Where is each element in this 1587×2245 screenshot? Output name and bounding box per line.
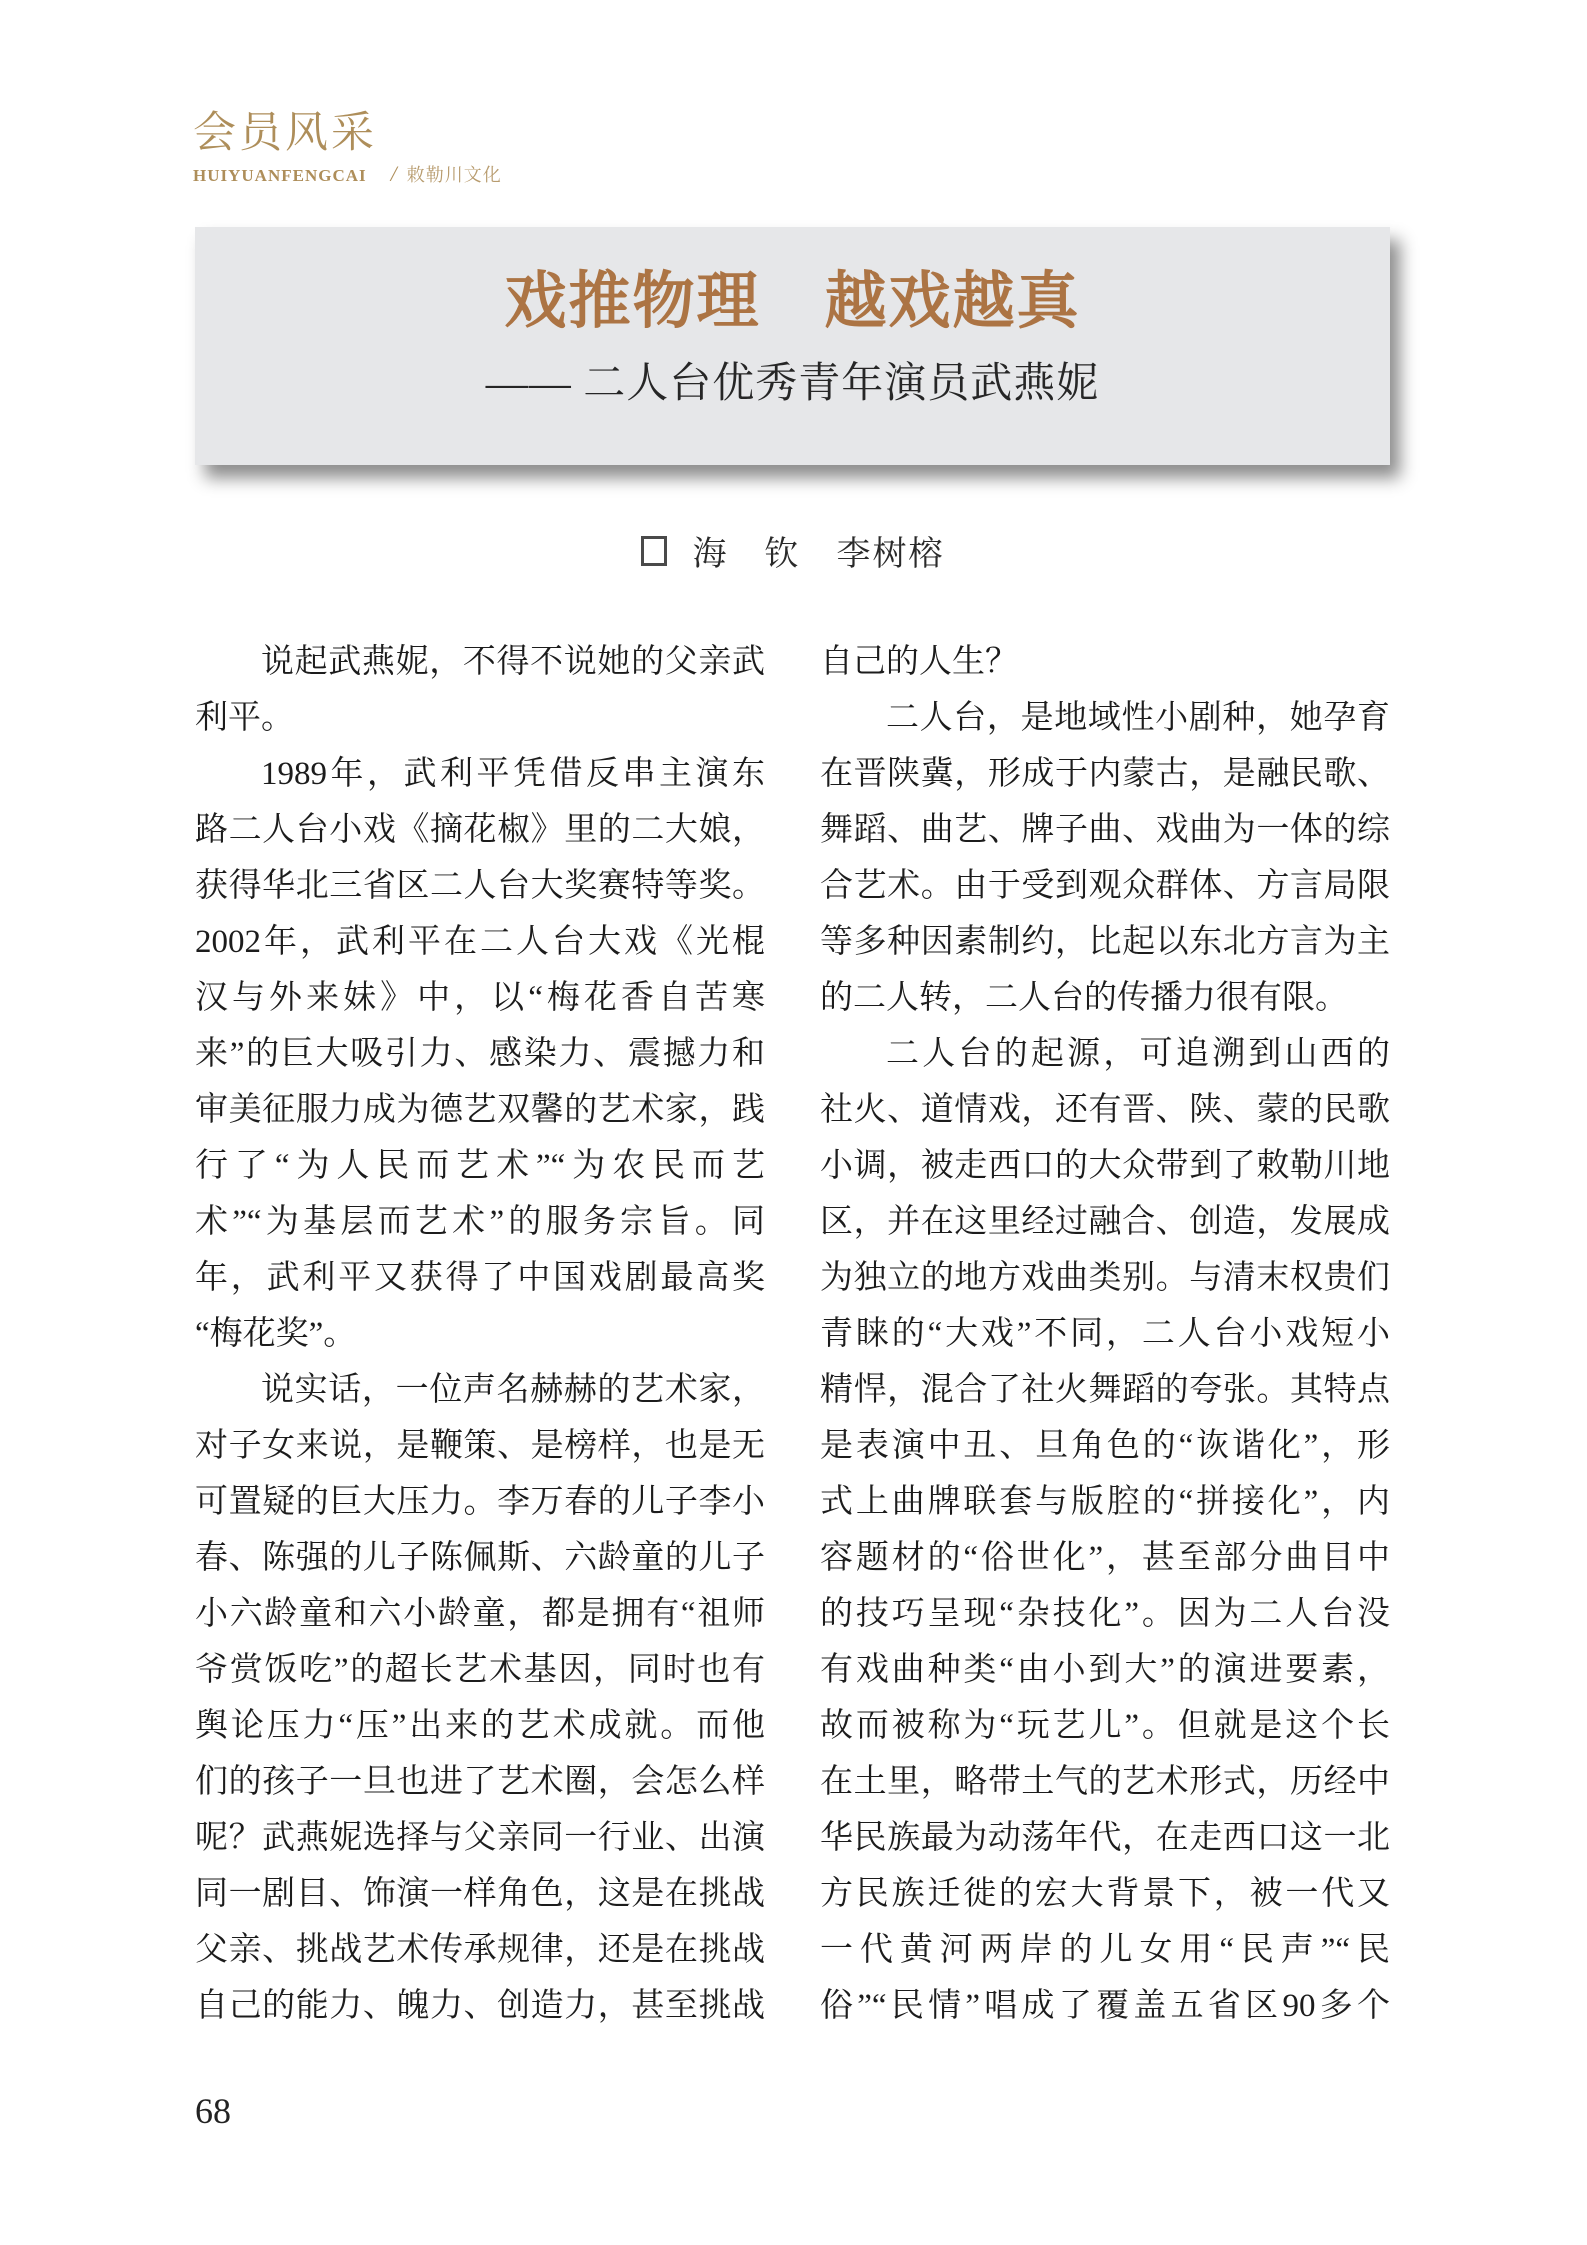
text-line: 小六龄童和六小龄童，都是拥有“祖师 xyxy=(195,1596,765,1632)
text-line: 一代黄河两岸的儿女用“民声”“民 xyxy=(820,1932,1390,1968)
text-line: 汉与外来妹》中，以“梅花香自苦寒 xyxy=(195,980,765,1016)
article-title-banner xyxy=(195,227,1390,465)
text-line: “梅花奖”。 xyxy=(195,1316,357,1352)
text-line: 精悍，混合了社火舞蹈的夸张。其特点 xyxy=(820,1372,1390,1408)
left-column xyxy=(195,634,765,2034)
text-line: 是表演中丑、旦角色的“诙谐化”，形 xyxy=(820,1428,1390,1464)
text-line: 春、陈强的儿子陈佩斯、六龄童的儿子 xyxy=(195,1540,765,1576)
article-title: 戏推物理 越戏越真 xyxy=(504,267,1081,336)
text-line: 对子女来说，是鞭策、是榜样，也是无 xyxy=(195,1428,765,1464)
text-line: 利平。 xyxy=(195,700,294,736)
text-line: 小调，被走西口的大众带到了敕勒川地 xyxy=(820,1148,1390,1184)
section-title: 会员风采 xyxy=(193,110,377,157)
section-subtitle-row xyxy=(193,161,502,187)
text-line: 说起武燕妮，不得不说她的父亲武 xyxy=(261,644,765,680)
text-line: 有戏曲种类“由小到大”的演进要素， xyxy=(820,1652,1390,1688)
text-line: 爷赏饭吃”的超长艺术基因，同时也有 xyxy=(195,1652,765,1688)
text-line: 舞蹈、曲艺、牌子曲、戏曲为一体的综 xyxy=(820,812,1390,848)
text-line: 的二人转，二人台的传播力很有限。 xyxy=(820,980,1348,1016)
text-line: 合艺术。由于受到观众群体、方言局限 xyxy=(820,868,1390,904)
text-line: 的技巧呈现“杂技化”。因为二人台没 xyxy=(820,1596,1390,1632)
text-line: 获得华北三省区二人台大奖赛特等奖。 xyxy=(195,868,765,904)
page-number: 68 xyxy=(195,2091,231,2131)
author-square-icon xyxy=(641,536,667,566)
text-line: 为独立的地方戏曲类别。与清末权贵们 xyxy=(820,1260,1390,1296)
text-line: 术”“为基层而艺术”的服务宗旨。同 xyxy=(195,1204,765,1240)
text-line: 可置疑的巨大压力。李万春的儿子李小 xyxy=(195,1484,765,1520)
text-line: 行了“为人民而艺术”“为农民而艺 xyxy=(195,1148,765,1184)
text-line: 1989年，武利平凭借反串主演东 xyxy=(261,756,765,792)
text-line: 容题材的“俗世化”，甚至部分曲目中 xyxy=(820,1540,1390,1576)
text-line: 自己的能力、魄力、创造力，甚至挑战 xyxy=(195,1988,765,2024)
text-line: 二人台，是地域性小剧种，她孕育 xyxy=(886,700,1390,736)
publication-name: 敕勒川文化 xyxy=(406,165,502,186)
article-subtitle: —— 二人台优秀青年演员武燕妮 xyxy=(485,361,1100,407)
text-line: 们的孩子一旦也进了艺术圈，会怎么样 xyxy=(195,1764,765,1800)
text-line: 等多种因素制约，比起以东北方言为主 xyxy=(820,924,1390,960)
text-line: 同一剧目、饰演一样角色，这是在挑战 xyxy=(195,1876,765,1912)
text-line: 舆论压力“压”出来的艺术成就。而他 xyxy=(195,1708,765,1744)
text-line: 呢？武燕妮选择与父亲同一行业、出演 xyxy=(195,1820,765,1856)
text-line: 故而被称为“玩艺儿”。但就是这个长 xyxy=(820,1708,1390,1744)
author-names: 海 钦 李树榕 xyxy=(692,536,945,573)
text-line: 父亲、挑战艺术传承规律，还是在挑战 xyxy=(195,1932,765,1968)
section-title-pinyin: HUIYUANFENGCAI xyxy=(193,166,367,186)
text-line: 来”的巨大吸引力、感染力、震撼力和 xyxy=(195,1036,765,1072)
text-line: 在晋陕冀，形成于内蒙古，是融民歌、 xyxy=(820,756,1390,792)
text-line: 俗”“民情”唱成了覆盖五省区90多个 xyxy=(820,1988,1390,2024)
right-column xyxy=(820,634,1390,2034)
text-line: 自己的人生？ xyxy=(820,644,1018,680)
slash-separator: / xyxy=(390,161,397,187)
text-line: 区，并在这里经过融合、创造，发展成 xyxy=(820,1204,1390,1240)
byline xyxy=(195,526,1390,575)
text-line: 2002年，武利平在二人台大戏《光棍 xyxy=(195,924,765,960)
text-line: 社火、道情戏，还有晋、陕、蒙的民歌 xyxy=(820,1092,1390,1128)
article-body xyxy=(195,634,1390,2034)
text-line: 路二人台小戏《摘花椒》里的二大娘， xyxy=(195,812,765,848)
text-line: 青睐的“大戏”不同，二人台小戏短小 xyxy=(820,1316,1390,1352)
text-line: 说实话，一位声名赫赫的艺术家， xyxy=(261,1372,765,1408)
text-line: 二人台的起源，可追溯到山西的 xyxy=(886,1036,1390,1072)
text-line: 华民族最为动荡年代，在走西口这一北 xyxy=(820,1820,1390,1856)
text-line: 年，武利平又获得了中国戏剧最高奖 xyxy=(195,1260,765,1296)
text-line: 方民族迁徙的宏大背景下，被一代又 xyxy=(820,1876,1390,1912)
text-line: 审美征服力成为德艺双馨的艺术家，践 xyxy=(195,1092,765,1128)
text-line: 在土里，略带土气的艺术形式，历经中 xyxy=(820,1764,1390,1800)
section-masthead xyxy=(193,110,502,187)
text-line: 式上曲牌联套与版腔的“拼接化”，内 xyxy=(820,1484,1390,1520)
